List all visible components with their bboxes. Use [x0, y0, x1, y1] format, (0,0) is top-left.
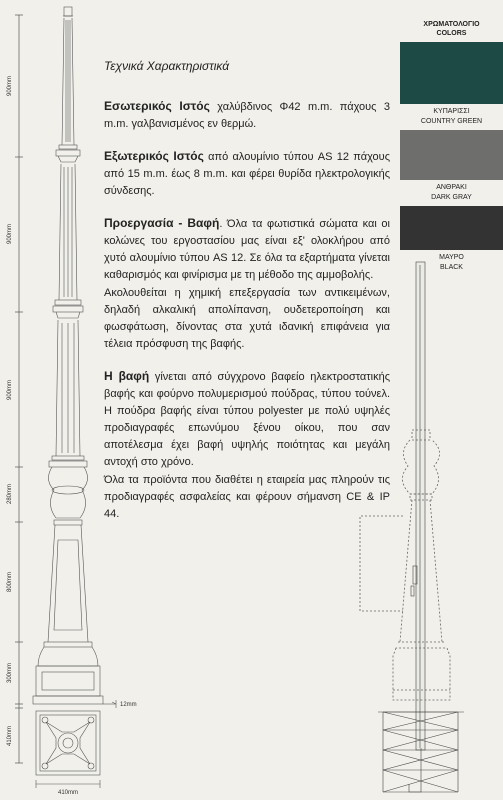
swatch-label-black-greek: ΜΑΥΡΟ [439, 254, 464, 261]
inner-pole-drawing [378, 262, 464, 792]
swatch-country-green [400, 42, 503, 104]
inner-pole-lead: Εσωτερικός Ιστός [104, 99, 210, 113]
outer-pole-text: από αλουμίνιο τύπου AS 12 πάχους από 15 m.m. έως 8 m.m. και φέρει θυρίδα ηλεκτρολογικής σύνδεσης. [104, 151, 390, 197]
swatch-label-dark-gray-greek: ΑΝΘΡΑΚΙ [436, 184, 467, 191]
paint-lead: Η βαφή [104, 369, 150, 383]
swatch-label-country-green-english: COUNTRY GREEN [420, 118, 483, 125]
processing-text: . Όλα τα φωτιστικά σώματα και οι κολώνες του εργοστασίου μας είναι εξ' ολοκλήρου από χυτό αλουμίνιο τύπου AS 12. Σε όλα τα εξαρτήματα γίνεται καθαρισμός και φινίρισμα με τη μέθοδο της αμμοβολής. [104, 218, 390, 281]
dimension-label-410-width: 410mm [57, 790, 79, 796]
swatch-black [400, 206, 503, 250]
swatch-dark-gray [400, 130, 503, 180]
processing-paragraph [104, 215, 390, 284]
safety-paragraph: Όλα τα προϊόντα που διαθέτει η εταιρεία μας πληρούν τις προδιαγραφές ασφαλείας και φέρουν σήμανση CE & IP 44. [104, 474, 390, 520]
section-heading: Τεχνικά Χαρακτηριστικά [104, 59, 230, 73]
processing-lead: Προεργασία - Βαφή [104, 216, 220, 230]
color-chart-title-english: COLORS [436, 30, 467, 37]
dimension-label-900-lower: 900mm [7, 379, 13, 401]
specifications-text [104, 58, 390, 538]
color-chart [400, 0, 503, 273]
color-chart-title-greek: ΧΡΩΜΑΤΟΛΟΓΙΟ [423, 21, 480, 28]
dimension-label-900-top: 900mm [7, 75, 13, 97]
inner-pole-paragraph [104, 98, 390, 133]
base-plan-drawing [36, 711, 100, 788]
paint-paragraph [104, 368, 390, 471]
chemical-treatment-paragraph: Ακολουθείται η χημική επεξεργασία των αντικειμένων, δηλαδή αλκαλική απολίπανση, ουδετεροποίηση και φωσφάτωση, δίνοντας στα χυτά ιδανική επιφάνεια για τέλεια πρόσφυση της βαφής. [104, 287, 390, 350]
dimension-label-410-height: 410mm [7, 725, 13, 747]
outer-pole-lead: Εξωτερικός Ιστός [104, 149, 204, 163]
inner-pole-text: χαλύβδινος Φ42 m.m. πάχους 3 m.m. γαλβανισμένος εν θερμώ. [104, 101, 390, 130]
dimension-label-300: 300mm [7, 662, 13, 684]
paint-text: γίνεται από σύγχρονο βαφείο ηλεκτροστατικής βαφής και φούρνο πολυμερισμού πούδρας, τύπου τούνελ. Η πούδρα βαφής είναι τύπου polyester με πολύ υψηλές προδιαγραφές επωνύμου ξένου οίκου, που σαν αποτέλεσμα έχει βαφή υψηλής ποιότητας και μεγάλη αντοχή στο χρόνο. [104, 371, 390, 468]
dimension-label-800: 800mm [7, 571, 13, 593]
dimension-label-280: 280mm [7, 483, 13, 505]
swatch-label-country-green-greek: ΚΥΠΑΡΙΣΣΙ [433, 108, 470, 115]
dimension-label-900-middle: 900mm [7, 223, 13, 245]
left-dimension-line [15, 15, 23, 763]
outer-pole-paragraph [104, 148, 390, 200]
dimension-label-12: 12mm [120, 702, 137, 708]
swatch-label-black-english: BLACK [440, 264, 463, 271]
swatch-label-dark-gray-english: DARK GRAY [431, 194, 472, 201]
